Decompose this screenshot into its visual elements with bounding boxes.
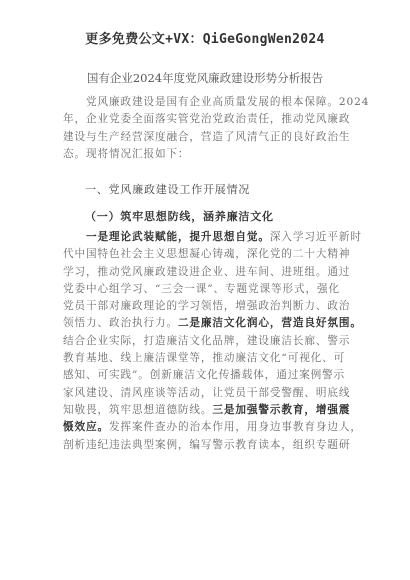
paragraph-line: 党员干部对廉政理论的学习领悟，增强政治判断力、政治	[63, 300, 351, 313]
paragraph-line: 剖析违纪违法典型案例，编写警示教育读本，组织专题研	[63, 438, 351, 451]
bold-lead: 一是理论武装赋能，提升思想自觉。	[86, 231, 270, 243]
intro-paragraph	[63, 94, 370, 163]
paragraph-line: 感知、可实践”。创新廉洁文化传播载体，通过案例警示	[63, 369, 346, 382]
line-text: 发挥案件查办的治本作用，用身边事教育身边人，	[108, 421, 362, 434]
intro-line: 建设与生产经营深度融合，营造了风清气正的良好政治生	[63, 130, 351, 143]
bold-lead: 二是廉洁文化润心，营造良好氛围。	[177, 317, 362, 330]
paragraph-line	[63, 315, 362, 332]
intro-line: 党风廉政建设是国有企业高质量发展的根本保障。2024	[63, 96, 370, 108]
paragraph-line	[63, 419, 362, 436]
watermark-header: 更多免费公文+VX：QiGeGongWen2024	[85, 32, 325, 47]
paragraph-line	[63, 229, 362, 246]
document-title: 国有企业2024年度党风廉政建设形势分析报告	[86, 71, 324, 85]
paragraph-line	[63, 402, 358, 419]
line-text: 领悟力、政治执行力。	[63, 317, 178, 330]
section-heading: 一、党风廉政建设工作开展情况	[85, 183, 251, 196]
paragraph-line: 代中国特色社会主义思想凝心铸魂，深化党的二十大精神	[63, 248, 351, 261]
paragraph-line: 结合企业实际，打造廉洁文化品牌，建设廉洁长廊、警示	[63, 334, 351, 347]
body-paragraph	[63, 229, 362, 454]
line-text: 深入学习近平新时	[269, 231, 362, 243]
paragraph-line: 学习，推动党风廉政建设进企业、进车间、进班组。通过	[63, 265, 351, 278]
bold-lead: 慑效应。	[63, 421, 109, 434]
bold-lead: 三是加强警示教育，增强震	[212, 403, 351, 416]
paragraph-line: 家风建设、清风座谈等活动，让党员干部受警醒、明底线	[63, 386, 351, 399]
subsection-heading: （一）筑牢思想防线，涵养廉洁文化	[85, 210, 274, 223]
paragraph-line: 教育基地、线上廉洁课堂等，推动廉洁文化“可视化、可	[63, 352, 346, 365]
intro-line: 态。现将情况汇报如下：	[63, 147, 190, 160]
paragraph-line: 党委中心组学习、“三会一课”、专题党课等形式，强化	[63, 282, 340, 295]
intro-line: 年，企业党委全面落实管党治党政治责任，推动党风廉政	[63, 113, 351, 126]
line-text: 知敬畏，筑牢思想道德防线。	[63, 403, 213, 416]
